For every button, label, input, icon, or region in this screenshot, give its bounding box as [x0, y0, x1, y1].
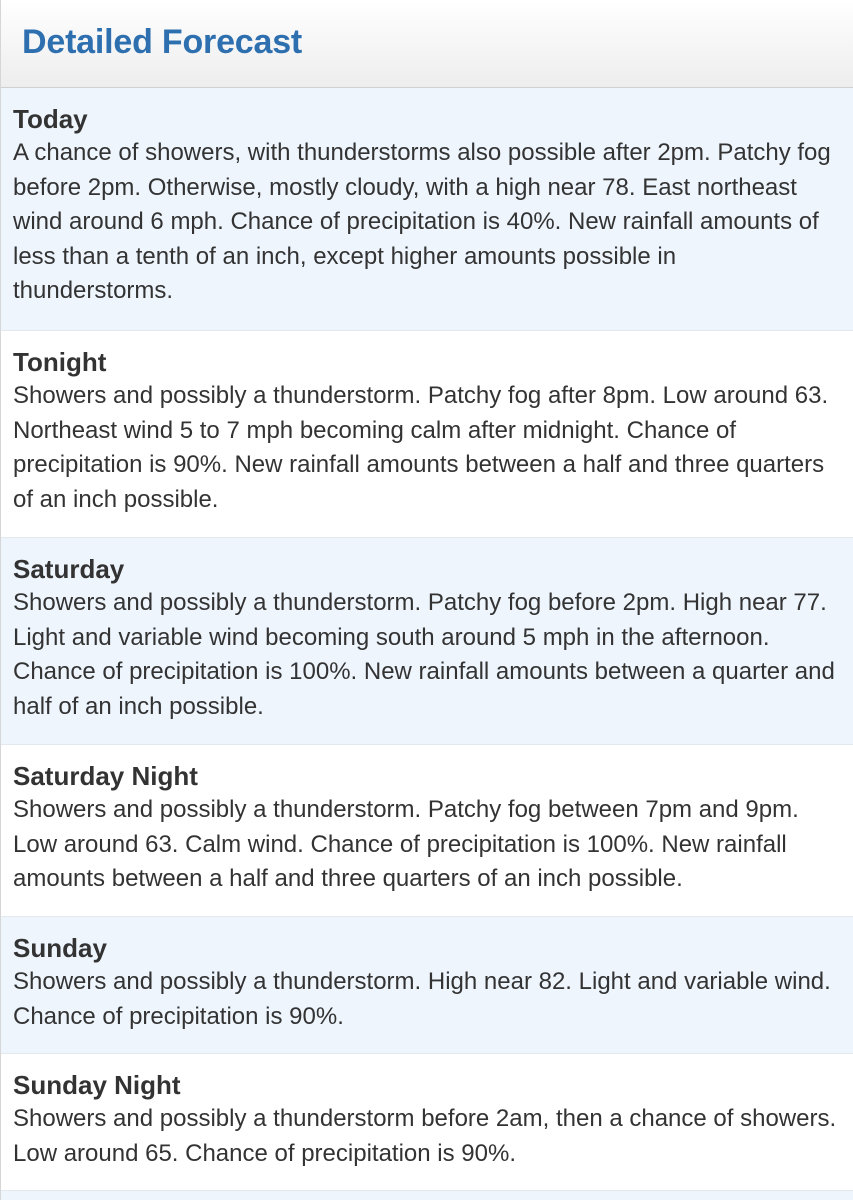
panel-header [1, 0, 853, 88]
forecast-row-saturday [1, 538, 853, 745]
forecast-row-today [1, 88, 853, 331]
forecast-period-text: Showers and possibly a thunderstorm. Patchy fog after 8pm. Low around 63. Northeast wind 5 to 7 mph becoming calm after midnight. Chance of precipitation is 90%. New rainfall amounts between a half and three quarters of an inch possible. [13, 382, 829, 513]
forecast-period-label: Saturday Night [13, 761, 198, 791]
forecast-period-label: Tonight [13, 347, 107, 377]
forecast-period-label: Saturday [13, 554, 125, 584]
forecast-row-sunday-night [1, 1054, 853, 1191]
forecast-row-tonight [1, 331, 853, 538]
forecast-period-text: Showers and possibly a thunderstorm. High near 82. Light and variable wind. Chance of precipitation is 90%. [13, 968, 831, 1030]
forecast-period-text: Showers and possibly a thunderstorm. Patchy fog between 7pm and 9pm. Low around 63. Calm wind. Chance of precipitation is 100%. New rainfall amounts between a half and three quarters of an inch possible. [13, 796, 799, 892]
forecast-period-label: Sunday [13, 933, 107, 963]
forecast-period-label: Today [13, 104, 88, 134]
forecast-row-sunday [1, 917, 853, 1054]
forecast-period-text: Showers and possibly a thunderstorm. Patchy fog before 2pm. High near 77. Light and variable wind becoming south around 5 mph in the afternoon. Chance of precipitation is 100%. New rainfall amounts between a quarter and half of an inch possible. [13, 589, 835, 720]
panel-title: Detailed Forecast [22, 23, 303, 61]
forecast-row-next-partial [1, 1191, 853, 1200]
forecast-period-label: Sunday Night [13, 1070, 181, 1100]
forecast-period-text: A chance of showers, with thunderstorms also possible after 2pm. Patchy fog before 2pm. Otherwise, mostly cloudy, with a high near 78. East northeast wind around 6 mph. Chance of precipitation is 40%. New rainfall amounts of less than a tenth of an inch, except higher amounts possible in thunderstorms. [13, 139, 831, 304]
forecast-row-saturday-night [1, 745, 853, 917]
forecast-period-text: Showers and possibly a thunderstorm before 2am, then a chance of showers. Low around 65. Chance of precipitation is 90%. [13, 1105, 837, 1167]
